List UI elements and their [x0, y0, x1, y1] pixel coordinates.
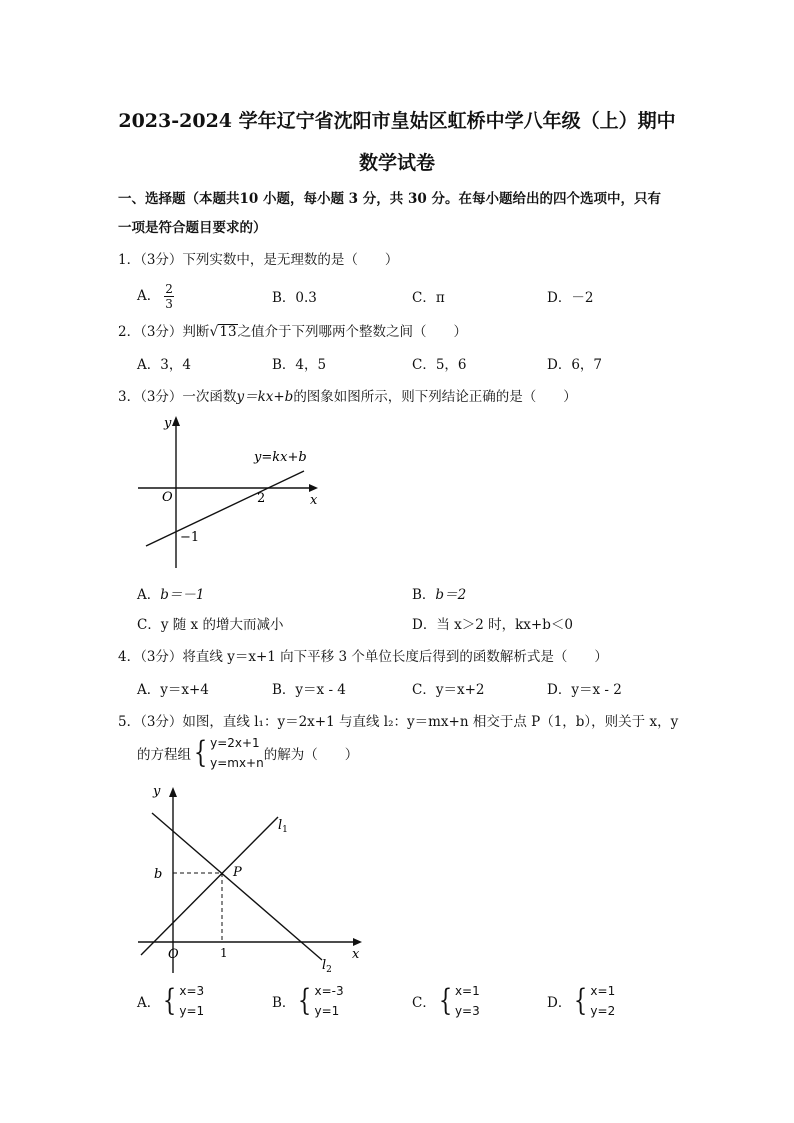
option-label: A．	[137, 357, 161, 373]
system-row-1: x=3	[179, 984, 205, 998]
line-l1	[141, 817, 278, 955]
option-text: y＝x+2	[435, 682, 485, 698]
system-row-1: x=1	[590, 984, 616, 998]
option-text: y＝x - 2	[571, 682, 622, 698]
option-text: y 随 x 的增大而减小	[160, 617, 284, 633]
option-label: D．	[547, 357, 572, 373]
x-intercept-label: 2	[257, 491, 266, 506]
option-label: C．	[412, 290, 436, 306]
question-2-option-a[interactable]	[137, 353, 191, 373]
question-3-option-c[interactable]	[137, 613, 283, 633]
question-1-stem: 1．（3分）下列实数中，是无理数的是（ ）	[118, 252, 399, 268]
page-title-line1: 2023-2024 学年辽宁省沈阳市皇姑区虹桥中学八年级（上）期中	[118, 110, 676, 132]
section-header-line1: 一、选择题（本题共10 小题，每小题 3 分，共 30 分。在每小题给出的四个选项中，只有	[118, 191, 661, 207]
option-label: A．	[137, 288, 161, 304]
question-5-option-d[interactable]	[547, 981, 615, 1021]
option-text: b＝2	[435, 587, 467, 603]
y-axis-label: y	[164, 416, 172, 431]
stem-text: 2．（3分）判断	[118, 324, 210, 340]
section-header-line2: 一项是符合题目要求的）	[118, 220, 267, 236]
system-row-1: x=1	[454, 984, 480, 998]
system-row-2: y=2	[590, 1004, 616, 1018]
system-row-2: y=mx+n	[210, 756, 264, 770]
fraction-numerator: 2	[165, 282, 173, 296]
system-row-1: x=-3	[314, 984, 344, 998]
x-tick-1-label: 1	[220, 946, 228, 960]
question-5-stem-line1: 5．（3分）如图，直线 l₁：y＝2x+1 与直线 l₂：y＝mx+n 相交于点 P（1，b），则关于 x，y	[118, 714, 679, 730]
option-label: B．	[272, 290, 296, 306]
stem-text: 3．（3分）一次函数	[118, 389, 237, 405]
question-4-option-c[interactable]	[412, 678, 485, 698]
option-text: π	[435, 290, 445, 306]
line-l2-label: $l_2$	[322, 958, 332, 975]
option-label: C．	[412, 682, 436, 698]
option-label: A．	[137, 995, 161, 1011]
point-p-label: P	[233, 865, 242, 880]
option-text: 5，6	[435, 357, 467, 373]
fraction-denominator: 3	[165, 297, 173, 311]
function-line	[146, 471, 304, 546]
option-label: C．	[412, 357, 436, 373]
y-axis-arrow-icon	[169, 787, 177, 797]
y-axis-arrow-icon	[172, 416, 180, 426]
question-4-option-d[interactable]	[547, 678, 622, 698]
line-l1-label: $l_1$	[278, 818, 288, 835]
system-row-2: y=1	[314, 1004, 340, 1018]
stem-text: 的解为（ ）	[263, 747, 359, 763]
stem-text: 之值介于下列哪两个整数之间（ ）	[237, 324, 468, 340]
option-text: b＝－1	[160, 587, 205, 603]
equation-system	[179, 981, 204, 1021]
option-label: A．	[137, 587, 161, 603]
equation-system	[315, 981, 344, 1021]
question-4-stem: 4．（3分）将直线 y＝x+1 向下平移 3 个单位长度后得到的函数解析式是（ ）	[118, 649, 608, 665]
option-label: C．	[137, 617, 161, 633]
line-l2	[152, 813, 322, 960]
question-3-option-d[interactable]	[412, 613, 573, 633]
question-3-option-b[interactable]	[412, 583, 466, 603]
origin-label: O	[162, 490, 173, 505]
question-3-stem	[118, 385, 577, 405]
question-1-option-b[interactable]	[272, 286, 317, 306]
option-label: A．	[137, 682, 161, 698]
option-text: 6，7	[571, 357, 603, 373]
question-3-option-a[interactable]	[137, 583, 204, 603]
line-equation-label: y=kx+b	[254, 450, 307, 465]
option-label: B．	[412, 587, 436, 603]
stem-text: 的图象如图所示，则下列结论正确的是（ ）	[293, 389, 577, 405]
option-label: B．	[272, 995, 296, 1011]
question-5-option-b[interactable]	[272, 981, 344, 1021]
brace-icon: {	[298, 983, 312, 1018]
question-5-option-a[interactable]	[137, 981, 204, 1021]
stem-text: 的方程组	[137, 747, 191, 763]
option-label: D．	[412, 617, 437, 633]
brace-icon: {	[438, 983, 453, 1018]
option-label: D．	[547, 995, 572, 1011]
fraction	[164, 282, 174, 311]
question-2-option-b[interactable]	[272, 353, 326, 373]
y-axis-label: y	[153, 784, 161, 799]
option-text: －2	[571, 290, 594, 306]
equation-system	[455, 981, 480, 1021]
equation-system	[590, 981, 615, 1021]
option-text: y＝x - 4	[295, 682, 346, 698]
x-axis-arrow-icon	[353, 938, 362, 946]
option-label: D．	[547, 290, 572, 306]
option-text: 4，5	[295, 357, 327, 373]
sqrt-radicand: 13	[219, 324, 237, 340]
option-text: 3，4	[160, 357, 191, 373]
option-text: y＝x+4	[160, 682, 209, 698]
option-text: 0.3	[295, 290, 317, 306]
question-1-option-a[interactable]	[137, 282, 174, 311]
option-text: 当 x＞2 时，kx+b＜0	[436, 617, 573, 633]
brace-icon: {	[193, 735, 208, 770]
question-4-option-a[interactable]	[137, 678, 209, 698]
system-row-2: y=3	[454, 1004, 480, 1018]
question-5-option-c[interactable]	[412, 981, 480, 1021]
page-title-line2: 数学试卷	[358, 152, 435, 174]
option-label: B．	[272, 682, 296, 698]
system-row-1: y=2x+1	[210, 736, 260, 750]
system-row-2: y=1	[179, 1004, 205, 1018]
question-2-option-c[interactable]	[412, 353, 467, 373]
option-label: D．	[547, 682, 572, 698]
option-label: C．	[412, 995, 436, 1011]
stem-math: y＝kx+b	[236, 389, 294, 405]
question-2-stem: 2．（3分）判断√13之值介于下列哪两个整数之间（ ）	[118, 324, 468, 340]
origin-label: O	[168, 947, 179, 962]
brace-icon: {	[163, 983, 177, 1018]
question-5-graph	[136, 783, 368, 975]
question-2-option-d[interactable]	[547, 353, 602, 373]
option-label: B．	[272, 357, 296, 373]
question-5-stem-line2	[137, 733, 358, 773]
y-intercept-label: −1	[180, 530, 200, 545]
brace-icon: {	[574, 983, 588, 1018]
x-axis-arrow-icon	[309, 484, 318, 492]
question-3-graph	[136, 410, 326, 570]
question-1-option-c[interactable]	[412, 286, 445, 306]
question-1-option-d[interactable]	[547, 286, 593, 306]
x-axis-label: x	[352, 947, 360, 962]
equation-system	[210, 733, 264, 773]
y-tick-b-label: b	[154, 867, 163, 882]
x-axis-label: x	[310, 493, 318, 508]
question-4-option-b[interactable]	[272, 678, 346, 698]
